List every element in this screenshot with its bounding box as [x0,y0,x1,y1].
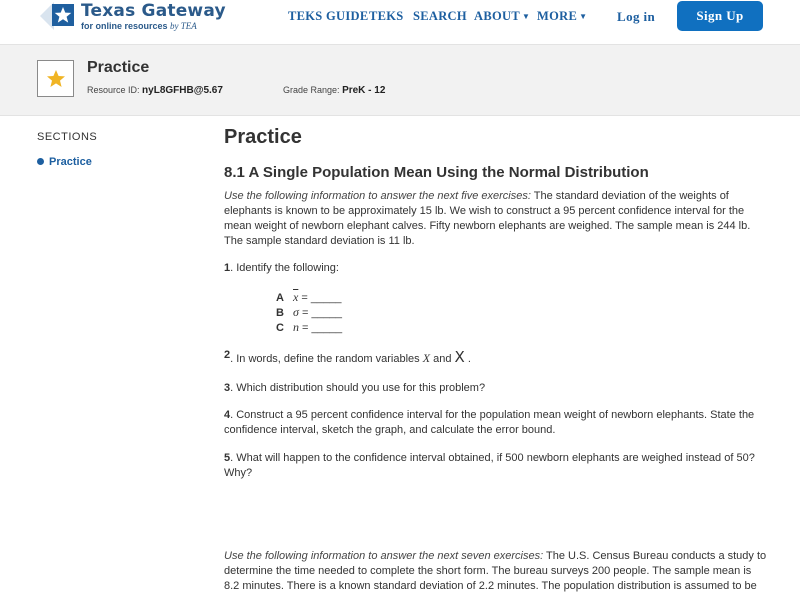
logo-subtitle: for online resources by TEA [81,21,197,31]
sidebar-item-practice[interactable]: Practice [37,156,92,168]
bullet-icon [37,158,44,165]
intro-paragraph: Use the following information to answer the next five exercises: The standard deviation of the weights of elephants is known to be approximately 15 lb. We wish to construct a 95 percent confidence interval for the mean weight of newborn elephant calves. Fifty newborn elephants are weighed. The sample mean is 244 lb. The sample standard deviation is 11 lb. [224,190,751,247]
signup-button[interactable]: Sign Up [677,1,763,31]
logo-title: Texas Gateway [81,1,226,21]
logo-star-icon [52,4,74,26]
option-c: C n = _____ [276,320,343,334]
resource-title: Practice [87,59,150,76]
sections-heading: SECTIONS [37,131,98,143]
section-title: 8.1 A Single Population Mean Using the Normal Distribution [224,164,649,181]
nav-teks-guide[interactable]: TEKS GUIDE [288,9,369,23]
question-1: 1. Identify the following: [224,262,339,274]
question-2: 2. In words, define the random variables X and X . [224,348,471,366]
nav-search[interactable]: SEARCH [413,9,467,23]
grade-range: Grade Range: PreK - 12 [283,85,386,96]
option-b: B σ = _____ [276,305,343,319]
question-4: 4. Construct a 95 percent confidence interval for the population mean weight of newborn elephants. State the confidence interval, sketch the graph, and calculate the error bound. [224,409,755,436]
intro-paragraph-2: Use the following information to answer the next seven exercises: The U.S. Census Bureau conducts a study to determine the time needed to complete the short form. The bureau surveys 200 people. The sample mean is 8.2 minutes. There is a known standard deviation of 2.2 minutes. The population distribution is assumed to be [224,550,767,592]
resource-header [0,44,800,116]
top-navigation-bar [0,0,800,44]
login-link[interactable]: Log in [617,9,656,24]
nav-more[interactable]: MORE ▼ [537,9,588,23]
favorite-star-icon[interactable] [37,60,74,97]
chevron-down-icon: ▼ [579,12,588,21]
nav-teks[interactable]: TEKS [369,9,404,23]
page-title: Practice [224,126,302,148]
resource-id: Resource ID: nyL8GFHB@5.67 [87,85,223,96]
question-3: 3. Which distribution should you use for this problem? [224,382,486,394]
chevron-down-icon: ▼ [521,12,531,21]
question-5: 5. What will happen to the confidence interval obtained, if 500 newborn elephants are weighed instead of 50? Why? [224,452,755,479]
nav-about[interactable]: ABOUT ▼ [474,9,531,23]
option-a: A $\overline{x}$ = _____ [276,290,342,304]
